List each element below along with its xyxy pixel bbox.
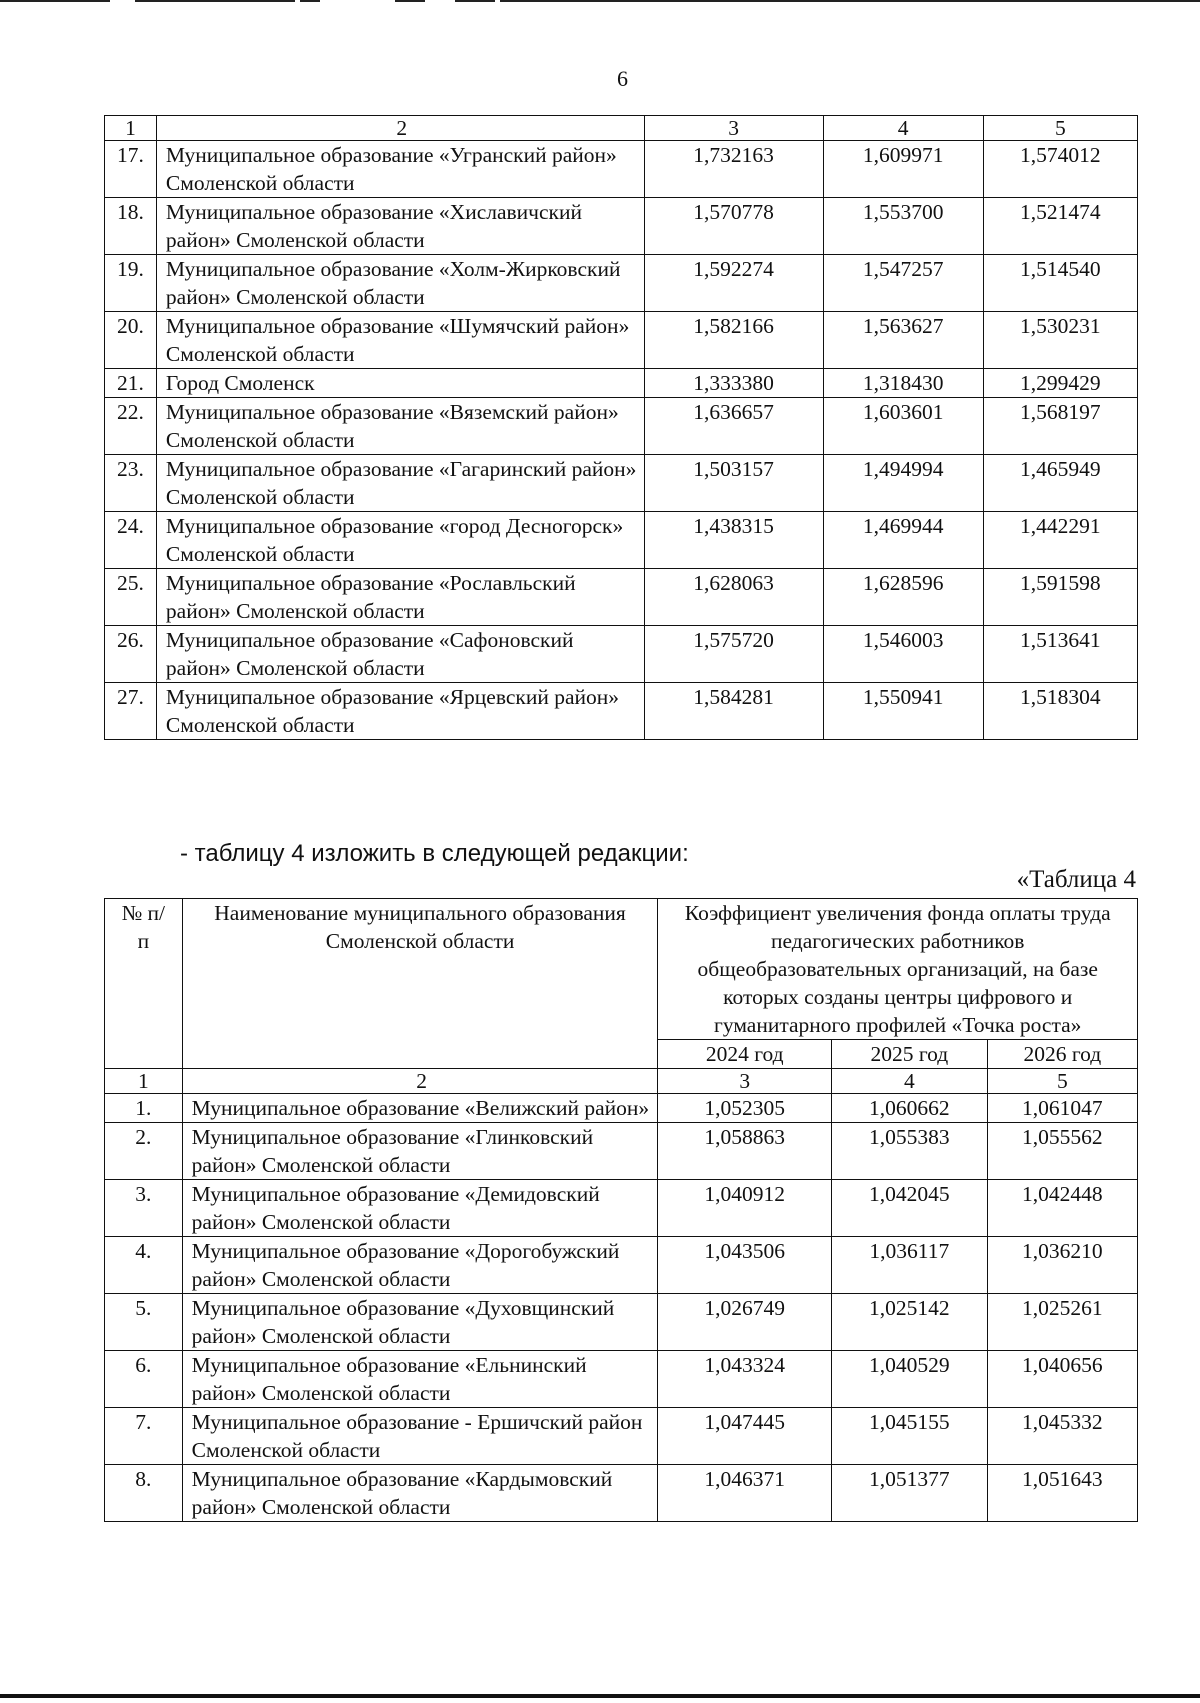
value-2026: 1,442291: [983, 512, 1137, 569]
municipality-name: Муниципальное образование «Сафоновский район» Смоленской области: [156, 626, 644, 683]
column-number: 4: [823, 116, 983, 141]
table-row: [105, 398, 1138, 455]
value-2026: 1,025261: [987, 1294, 1137, 1351]
row-number: 6.: [105, 1351, 183, 1408]
value-2024: 1,043506: [658, 1237, 832, 1294]
column-number: 3: [658, 1069, 832, 1094]
value-2024: 1,043324: [658, 1351, 832, 1408]
value-2025: 1,550941: [823, 683, 983, 740]
value-2026: 1,514540: [983, 255, 1137, 312]
row-number: 22.: [105, 398, 157, 455]
scan-bottom-edge: [0, 1694, 1200, 1698]
value-2025: 1,051377: [832, 1465, 988, 1522]
table-row: [105, 455, 1138, 512]
table-label: «Таблица 4: [1016, 866, 1136, 893]
column-number: 5: [987, 1069, 1137, 1094]
municipality-name: Муниципальное образование «Дорогобужский район» Смоленской области: [182, 1237, 658, 1294]
table-row: [105, 369, 1138, 398]
value-2026: 1,042448: [987, 1180, 1137, 1237]
value-2025: 1,045155: [832, 1408, 988, 1465]
column-number-row: [105, 116, 1138, 141]
table-row: [105, 141, 1138, 198]
table-4: [104, 898, 1138, 1522]
municipality-name: Муниципальное образование «Велижский район»: [182, 1094, 658, 1123]
municipality-name: Муниципальное образование «Ельнинский район» Смоленской области: [182, 1351, 658, 1408]
year-header-2024: 2024 год: [658, 1040, 832, 1069]
header-number-column: № п/п: [105, 899, 183, 1069]
value-2024: 1,636657: [644, 398, 823, 455]
table-row: [105, 1351, 1138, 1408]
column-number: 2: [182, 1069, 658, 1094]
continued-table-body: [105, 141, 1138, 740]
value-2025: 1,036117: [832, 1237, 988, 1294]
municipality-name: Муниципальное образование «Демидовский район» Смоленской области: [182, 1180, 658, 1237]
table-row: [105, 255, 1138, 312]
row-number: 5.: [105, 1294, 183, 1351]
municipality-name: Муниципальное образование - Ершичский район Смоленской области: [182, 1408, 658, 1465]
value-2026: 1,045332: [987, 1408, 1137, 1465]
value-2024: 1,503157: [644, 455, 823, 512]
value-2024: 1,570778: [644, 198, 823, 255]
table-row: [105, 683, 1138, 740]
value-2024: 1,058863: [658, 1123, 832, 1180]
table-row: [105, 569, 1138, 626]
value-2024: 1,592274: [644, 255, 823, 312]
year-header-2026: 2026 год: [987, 1040, 1137, 1069]
municipality-name: Муниципальное образование «Шумячский район» Смоленской области: [156, 312, 644, 369]
column-number: 4: [832, 1069, 988, 1094]
row-number: 24.: [105, 512, 157, 569]
municipality-name: Муниципальное образование «Кардымовский район» Смоленской области: [182, 1465, 658, 1522]
table-row: [105, 1408, 1138, 1465]
value-2024: 1,040912: [658, 1180, 832, 1237]
continued-table: [104, 115, 1138, 740]
value-2024: 1,438315: [644, 512, 823, 569]
municipality-name: Муниципальное образование «Угранский район» Смоленской области: [156, 141, 644, 198]
value-2026: 1,055562: [987, 1123, 1137, 1180]
table-row: [105, 1180, 1138, 1237]
municipality-name: Город Смоленск: [156, 369, 644, 398]
row-number: 18.: [105, 198, 157, 255]
table-4-body: [105, 1094, 1138, 1522]
value-2025: 1,494994: [823, 455, 983, 512]
value-2024: 1,628063: [644, 569, 823, 626]
year-header-2025: 2025 год: [832, 1040, 988, 1069]
column-number: 1: [105, 116, 157, 141]
table-row: [105, 198, 1138, 255]
value-2025: 1,546003: [823, 626, 983, 683]
value-2024: 1,584281: [644, 683, 823, 740]
value-2024: 1,333380: [644, 369, 823, 398]
column-number: 1: [105, 1069, 183, 1094]
row-number: 23.: [105, 455, 157, 512]
municipality-name: Муниципальное образование «Глинковский район» Смоленской области: [182, 1123, 658, 1180]
column-number: 5: [983, 116, 1137, 141]
column-number: 3: [644, 116, 823, 141]
row-number: 3.: [105, 1180, 183, 1237]
municipality-name: Муниципальное образование «Духовщинский район» Смоленской области: [182, 1294, 658, 1351]
row-number: 21.: [105, 369, 157, 398]
municipality-name: Муниципальное образование «Гагаринский район» Смоленской области: [156, 455, 644, 512]
value-2026: 1,299429: [983, 369, 1137, 398]
value-2024: 1,732163: [644, 141, 823, 198]
value-2026: 1,568197: [983, 398, 1137, 455]
value-2026: 1,051643: [987, 1465, 1137, 1522]
value-2024: 1,575720: [644, 626, 823, 683]
row-number: 17.: [105, 141, 157, 198]
row-number: 4.: [105, 1237, 183, 1294]
value-2025: 1,553700: [823, 198, 983, 255]
value-2024: 1,046371: [658, 1465, 832, 1522]
row-number: 25.: [105, 569, 157, 626]
row-number: 19.: [105, 255, 157, 312]
header-coefficient-column: Коэффициент увеличения фонда оплаты труда педагогических работников общеобразовательных организаций, на базе которых созданы центры цифрового и гуманитарного профилей «Точка роста»: [658, 899, 1138, 1040]
municipality-name: Муниципальное образование «город Десногорск» Смоленской области: [156, 512, 644, 569]
value-2024: 1,052305: [658, 1094, 832, 1123]
value-2025: 1,025142: [832, 1294, 988, 1351]
municipality-name: Муниципальное образование «Ярцевский район» Смоленской области: [156, 683, 644, 740]
value-2024: 1,026749: [658, 1294, 832, 1351]
table-header-row: [105, 899, 1138, 1040]
row-number: 8.: [105, 1465, 183, 1522]
row-number: 7.: [105, 1408, 183, 1465]
value-2024: 1,582166: [644, 312, 823, 369]
value-2026: 1,530231: [983, 312, 1137, 369]
table-row: [105, 1123, 1138, 1180]
value-2025: 1,609971: [823, 141, 983, 198]
municipality-name: Муниципальное образование «Вяземский район» Смоленской области: [156, 398, 644, 455]
value-2026: 1,518304: [983, 683, 1137, 740]
table-row: [105, 1237, 1138, 1294]
value-2026: 1,521474: [983, 198, 1137, 255]
value-2026: 1,513641: [983, 626, 1137, 683]
table-row: [105, 312, 1138, 369]
value-2025: 1,060662: [832, 1094, 988, 1123]
row-number: 26.: [105, 626, 157, 683]
row-number: 27.: [105, 683, 157, 740]
value-2025: 1,603601: [823, 398, 983, 455]
scan-top-edge: [0, 0, 1200, 4]
value-2025: 1,547257: [823, 255, 983, 312]
value-2024: 1,047445: [658, 1408, 832, 1465]
municipality-name: Муниципальное образование «Холм-Жирковский район» Смоленской области: [156, 255, 644, 312]
municipality-name: Муниципальное образование «Рославльский район» Смоленской области: [156, 569, 644, 626]
value-2026: 1,036210: [987, 1237, 1137, 1294]
column-number-row: [105, 1069, 1138, 1094]
header-name-column: Наименование муниципального образования Смоленской области: [182, 899, 658, 1069]
value-2026: 1,040656: [987, 1351, 1137, 1408]
value-2025: 1,042045: [832, 1180, 988, 1237]
row-number: 20.: [105, 312, 157, 369]
instruction-text: - таблицу 4 изложить в следующей редакции:: [180, 840, 689, 867]
page-number: 6: [617, 66, 628, 91]
table-row: [105, 1294, 1138, 1351]
table-row: [105, 1094, 1138, 1123]
municipality-name: Муниципальное образование «Хиславичский район» Смоленской области: [156, 198, 644, 255]
value-2025: 1,055383: [832, 1123, 988, 1180]
value-2026: 1,061047: [987, 1094, 1137, 1123]
value-2025: 1,563627: [823, 312, 983, 369]
value-2025: 1,318430: [823, 369, 983, 398]
column-number: 2: [156, 116, 644, 141]
row-number: 1.: [105, 1094, 183, 1123]
value-2026: 1,591598: [983, 569, 1137, 626]
table-row: [105, 512, 1138, 569]
value-2026: 1,465949: [983, 455, 1137, 512]
table-row: [105, 626, 1138, 683]
value-2026: 1,574012: [983, 141, 1137, 198]
row-number: 2.: [105, 1123, 183, 1180]
value-2025: 1,628596: [823, 569, 983, 626]
value-2025: 1,040529: [832, 1351, 988, 1408]
value-2025: 1,469944: [823, 512, 983, 569]
table-row: [105, 1465, 1138, 1522]
